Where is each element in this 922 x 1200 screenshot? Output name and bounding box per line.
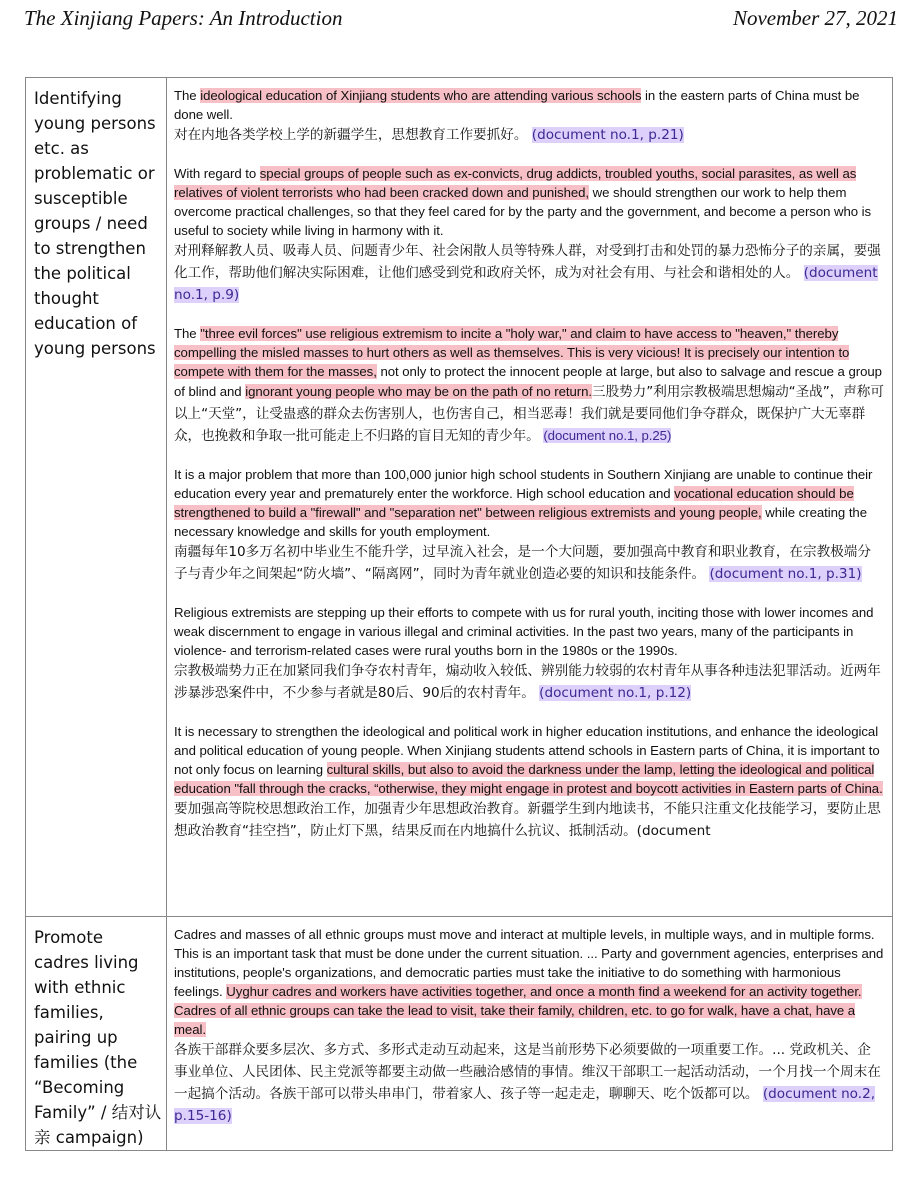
table-row — [26, 917, 893, 1151]
english-translation — [174, 925, 884, 1039]
highlighted-phrase: ignorant young people who may be on the path of no return. — [245, 384, 593, 399]
chinese-paragraph — [174, 541, 884, 585]
evidence-table — [25, 77, 893, 1151]
highlighted-phrase: special groups of people such as ex-convicts, drug addicts, troubled youths, social parasites, as well as relatives of violent terrorists who had been cracked down and punished, — [174, 166, 857, 200]
text-segment: we should strengthen our work to help them overcome practical challenges, so that they feel cared for by the party and the government, and become a person who is useful to society while living in harmony with it. — [174, 185, 872, 238]
chinese-original: 各族干部群众要多层次、多方式、多形式走动互动起来，这是当前形势下必须要做的一项重要工作。... 党政机关、企事业单位、人民团体、民主党派等都要主动做一些融洽感情的事情。维汉干部职工一起活动活动，一个月找一个周末在一起搞个活动。各族干部可以带头串串门，带着家人、孩子等一起走走，聊聊天、吃个饭都可以。 — [174, 1042, 881, 1102]
text-segment: Cadres and masses of all ethnic groups must move and interact at multiple levels, in multiple ways, and in multiple forms. This is an important task that must be done under the current situation. ... Party and government agencies, enterprises and institutions, people's organizations, and democratic parties must take the initiative to do something with harmonious feelings. — [174, 927, 884, 999]
english-translation — [174, 465, 884, 541]
chinese-paragraph — [174, 1039, 884, 1127]
table-row — [26, 78, 893, 917]
quote-entry — [174, 925, 884, 1127]
chinese-original: 对刑释解教人员、吸毒人员、问题青少年、社会闲散人员等特殊人群，对受到打击和处罚的暴力恐怖分子的亲属，要强化工作，帮助他们解决实际困难，让他们感受到党和政府关怀，成为对社会有用、与社会和谐相处的人。 — [174, 243, 881, 281]
text-segment: Religious extremists are stepping up their efforts to compete with us for rural youth, inciting those with lower incomes and weak discernment to engage in various illegal and criminal activities. In the past two years, many of the participants in violence- and terrorism-related cases were rural youths born in the 1980s or the 1990s. — [174, 605, 874, 658]
highlighted-phrase: cultural skills, but also to avoid the darkness under the lamp, letting the ideological and political education "fall through the cracks, “otherwise, they might engage in protest and boycott activities in Eastern parts of China. — [174, 762, 883, 796]
chinese-original: 南疆每年10多万名初中毕业生不能升学，过早流入社会，是一个大问题，要加强高中教育和职业教育，在宗教极端分子与青少年之间架起“防火墙”、“隔离网”，同时为青年就业创造必要的知识和技能条件。 — [174, 544, 871, 582]
category-cell — [26, 917, 167, 1151]
citation-tag: (document no.2, p.15-16) — [174, 1086, 876, 1124]
quote-entry — [174, 86, 884, 146]
quote-entry — [174, 164, 884, 306]
quote-entry — [174, 722, 884, 842]
citation-tag: (document no.1, p.25) — [543, 428, 672, 443]
highlighted-phrase: ideological education of Xinjiang students who are attending various schools — [200, 88, 642, 103]
chinese-paragraph — [174, 240, 884, 306]
quote-entry — [174, 324, 884, 447]
chinese-paragraph — [174, 798, 884, 842]
category-label: Identifying young persons etc. as problematic or susceptible groups / need to strengthen the political thought education of young persons — [34, 89, 156, 358]
chinese-original: 三股势力”利用宗教极端思想煽动“圣战”，声称可以上“天堂”，让受蛊惑的群众去伤害别人，也伤害自己，相当恶毒！我们就是要同他们争夺群众，既保护广大无辜群众，也挽救和争取一批可能走上不归路的盲目无知的青少年。 — [174, 384, 884, 444]
quotes-cell — [167, 78, 893, 917]
text-segment: The — [174, 88, 201, 103]
page-header — [24, 6, 898, 34]
category-label: Promote cadres living with ethnic families, pairing up families (the “Becoming Family” / 结对认亲 campaign) — [34, 928, 162, 1147]
quotes-container — [167, 78, 892, 916]
citation-tag: (document no.1, p.21) — [531, 127, 684, 143]
quote-entry — [174, 465, 884, 585]
text-segment: in the eastern parts of China must be done well. — [174, 88, 860, 122]
text-segment: It is a major problem that more than 100,000 junior high school students in Southern Xinjiang are unable to continue their education every year and prematurely enter the workforce. High school education and — [174, 467, 873, 501]
text-segment: With regard to — [174, 166, 260, 181]
english-translation — [174, 324, 884, 447]
chinese-original: 对在内地各类学校上学的新疆学生，思想教育工作要抓好。 — [174, 127, 528, 143]
citation-tag: (document no.1, p.12) — [539, 685, 692, 701]
english-translation — [174, 164, 884, 240]
highlighted-phrase: vocational education should be strengthened to build a "firewall" and "separation net" between religious extremists and young people, — [174, 486, 854, 520]
text-segment: not only to protect the innocent people at large, but also to salvage and rescue a group of blind and — [174, 364, 882, 399]
text-segment: It is necessary to strengthen the ideological and political work in higher education institutions, and enhance the ideological and political education of young people. When Xinjiang students attend schools in Eastern parts of China, it is important to not only focus on learning — [174, 724, 880, 777]
chinese-paragraph — [174, 124, 884, 146]
text-segment: while creating the necessary knowledge and skills for youth employment. — [174, 505, 867, 539]
citation-tag: (document no.1, p.9) — [174, 265, 878, 303]
citation-tag: (document no.1, p.31) — [709, 566, 862, 582]
english-translation — [174, 722, 884, 798]
english-translation — [174, 86, 884, 124]
chinese-original: 宗教极端势力正在加紧同我们争夺农村青年，煽动收入较低、辨别能力较弱的农村青年从事各种违法犯罪活动。近两年涉暴涉恐案件中，不少参与者就是80后、90后的农村青年。 — [174, 663, 881, 701]
quotes-container — [167, 917, 892, 1139]
category-cell — [26, 78, 167, 917]
chinese-paragraph — [174, 660, 884, 704]
quote-entry — [174, 603, 884, 704]
text-segment: The — [174, 326, 201, 341]
highlighted-phrase: "three evil forces" use religious extremism to incite a "holy war," and claim to have access to "heaven," thereby compelling the misled masses to hurt others as well as themselves. This is very vicious! It is precisely our intention to compete with them for the masses, — [174, 326, 850, 379]
quotes-cell — [167, 917, 893, 1151]
highlighted-phrase: Uyghur cadres and workers have activities together, and once a month find a weekend for an activity together. Cadres of all ethnic groups can take the lead to visit, take their family, children, etc. to go for walk, have a chat, have a meal. — [174, 984, 862, 1037]
document-title: The Xinjiang Papers: An Introduction — [24, 6, 343, 30]
chinese-original: 要加强高等院校思想政治工作，加强青少年思想政治教育。新疆学生到内地读书，不能只注重文化技能学习，要防止思想政治教育“挂空挡”，防止灯下黑，结果反而在内地搞什么抗议、抵制活动。(document — [174, 801, 881, 839]
english-translation — [174, 603, 884, 660]
document-date: November 27, 2021 — [732, 6, 898, 30]
